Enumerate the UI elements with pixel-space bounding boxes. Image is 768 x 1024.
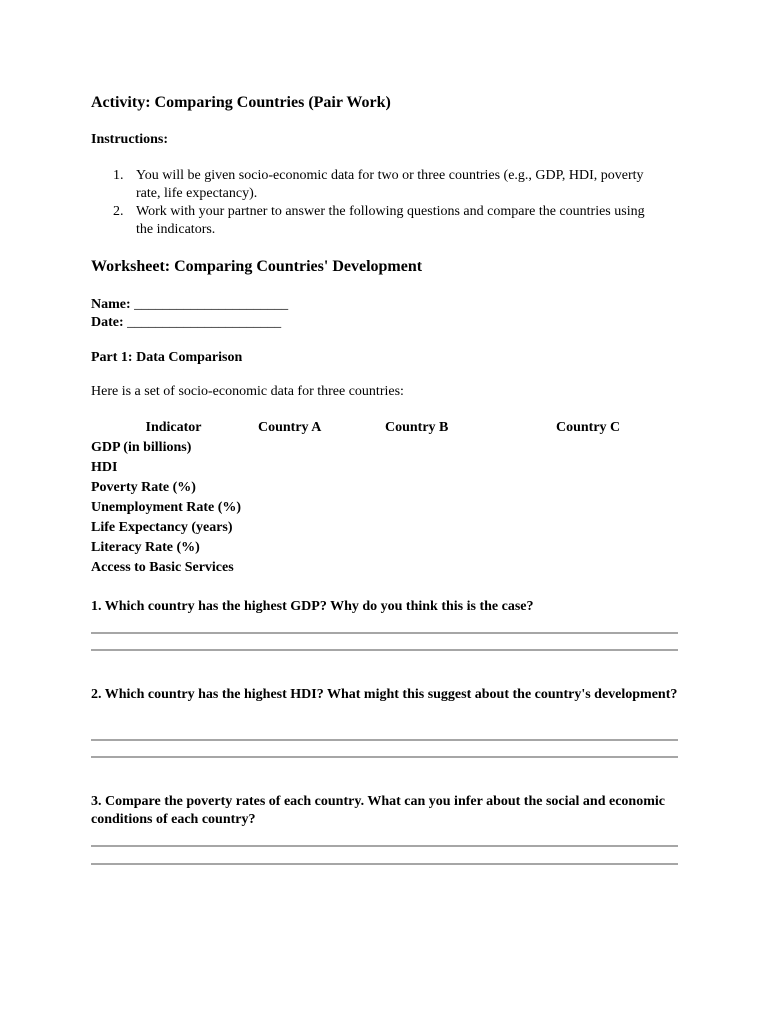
table-cell[interactable] (384, 560, 555, 580)
table-row (91, 460, 676, 480)
table-cell[interactable] (555, 480, 676, 500)
table-cell[interactable] (256, 480, 384, 500)
column-header-country-a: Country A (258, 420, 322, 435)
table-row (91, 540, 676, 560)
table-row (91, 560, 676, 580)
table-cell[interactable] (384, 460, 555, 480)
instruction-number: 2. (113, 204, 124, 219)
row-label: HDI (91, 460, 118, 475)
table-cell[interactable] (555, 560, 676, 580)
table-header-row (91, 420, 676, 440)
row-label: Unemployment Rate (%) (91, 500, 242, 515)
table-cell[interactable] (256, 440, 384, 460)
answer-line[interactable] (91, 649, 678, 651)
table-cell[interactable] (384, 440, 555, 460)
date-blank[interactable]: ______________________ (127, 315, 282, 330)
data-comparison-table (91, 420, 676, 580)
instruction-text: Work with your partner to answer the following questions and compare the countries using the indicators. (136, 204, 645, 237)
question-1: 1. Which country has the highest GDP? Why do you think this is the case? (91, 599, 534, 614)
date-field[interactable] (91, 314, 281, 332)
table-row (91, 500, 676, 520)
table-row (91, 440, 676, 460)
table-cell[interactable] (384, 480, 555, 500)
table-cell[interactable] (555, 460, 676, 480)
activity-title: Activity: Comparing Countries (Pair Work) (91, 94, 391, 111)
column-header-indicator: Indicator (145, 420, 202, 435)
table-cell[interactable] (555, 500, 676, 520)
part1-heading: Part 1: Data Comparison (91, 350, 243, 365)
answer-line[interactable] (91, 632, 678, 634)
table-cell[interactable] (256, 460, 384, 480)
worksheet-title: Worksheet: Comparing Countries' Development (91, 258, 423, 275)
name-blank[interactable]: ______________________ (134, 297, 289, 312)
row-label: Literacy Rate (%) (91, 540, 200, 555)
column-header-country-c: Country C (556, 420, 621, 435)
instructions-list (91, 167, 678, 239)
date-label: Date: (91, 315, 124, 330)
row-label: GDP (in billions) (91, 440, 192, 455)
column-header-country-b: Country B (385, 420, 449, 435)
row-label: Access to Basic Services (91, 560, 234, 575)
question-2: 2. Which country has the highest HDI? What might this suggest about the country's development? (91, 687, 678, 702)
row-label: Poverty Rate (%) (91, 480, 196, 495)
table-cell[interactable] (256, 520, 384, 540)
table-cell[interactable] (256, 500, 384, 520)
table-cell[interactable] (555, 540, 676, 560)
name-label: Name: (91, 297, 131, 312)
instruction-item (91, 167, 678, 203)
table-cell[interactable] (555, 520, 676, 540)
answer-line[interactable] (91, 739, 678, 741)
table-cell[interactable] (384, 520, 555, 540)
answer-line[interactable] (91, 756, 678, 758)
table-cell[interactable] (555, 440, 676, 460)
table-cell[interactable] (384, 500, 555, 520)
question-3: 3. Compare the poverty rates of each country. What can you infer about the social and economic conditions of each country? (91, 794, 665, 827)
table-cell[interactable] (256, 540, 384, 560)
instructions-label: Instructions: (91, 132, 169, 147)
answer-line[interactable] (91, 845, 678, 847)
row-label: Life Expectancy (years) (91, 520, 233, 535)
name-field[interactable] (91, 296, 288, 314)
table-row (91, 520, 676, 540)
instruction-item (91, 203, 678, 239)
table-row (91, 480, 676, 500)
instruction-text: You will be given socio-economic data for two or three countries (e.g., GDP, HDI, poverty rate, life expectancy). (136, 168, 644, 201)
answer-line[interactable] (91, 863, 678, 865)
instruction-number: 1. (113, 168, 124, 183)
table-cell[interactable] (384, 540, 555, 560)
part1-intro: Here is a set of socio-economic data for three countries: (91, 384, 404, 399)
table-cell[interactable] (256, 560, 384, 580)
